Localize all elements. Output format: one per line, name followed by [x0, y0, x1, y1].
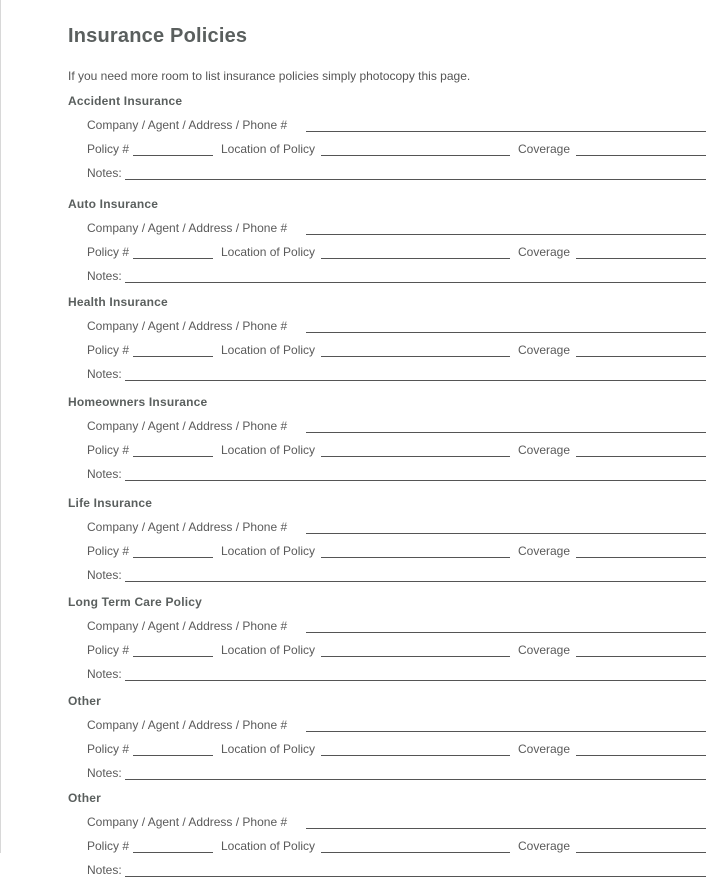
coverage-field[interactable]: [576, 155, 706, 156]
company-row: [87, 619, 706, 635]
coverage-label: Coverage: [518, 643, 571, 657]
policy-number-field[interactable]: [133, 155, 213, 156]
company-field[interactable]: [306, 332, 706, 333]
notes-row: [87, 667, 706, 683]
coverage-label: Coverage: [518, 343, 571, 357]
notes-label: Notes:: [87, 766, 122, 780]
notes-row: [87, 766, 706, 782]
company-label: Company / Agent / Address / Phone #: [87, 718, 288, 732]
policy-number-field[interactable]: [133, 557, 213, 558]
notes-label: Notes:: [87, 863, 122, 877]
intro-text: If you need more room to list insurance policies simply photocopy this page.: [68, 69, 471, 83]
section-title: Long Term Care Policy: [68, 595, 203, 609]
location-field[interactable]: [321, 155, 510, 156]
policy-label: Policy #: [87, 839, 130, 853]
company-label: Company / Agent / Address / Phone #: [87, 815, 288, 829]
company-field[interactable]: [306, 432, 706, 433]
coverage-field[interactable]: [576, 456, 706, 457]
company-label: Company / Agent / Address / Phone #: [87, 419, 288, 433]
notes-label: Notes:: [87, 269, 122, 283]
notes-label: Notes:: [87, 467, 122, 481]
location-label: Location of Policy: [221, 839, 316, 853]
company-field[interactable]: [306, 632, 706, 633]
notes-label: Notes:: [87, 166, 122, 180]
coverage-field[interactable]: [576, 557, 706, 558]
location-field[interactable]: [321, 755, 510, 756]
notes-label: Notes:: [87, 568, 122, 582]
section-title: Health Insurance: [68, 295, 168, 309]
notes-field[interactable]: [125, 680, 706, 681]
notes-row: [87, 467, 706, 483]
policy-number-field[interactable]: [133, 656, 213, 657]
policy-label: Policy #: [87, 443, 130, 457]
notes-field[interactable]: [125, 581, 706, 582]
location-label: Location of Policy: [221, 443, 316, 457]
section-title: Other: [68, 694, 102, 708]
policy-row: [87, 643, 706, 659]
company-field[interactable]: [306, 731, 706, 732]
coverage-field[interactable]: [576, 656, 706, 657]
company-label: Company / Agent / Address / Phone #: [87, 319, 288, 333]
coverage-label: Coverage: [518, 742, 571, 756]
company-row: [87, 221, 706, 237]
coverage-field[interactable]: [576, 755, 706, 756]
policy-number-field[interactable]: [133, 356, 213, 357]
location-field[interactable]: [321, 656, 510, 657]
policy-label: Policy #: [87, 643, 130, 657]
notes-field[interactable]: [125, 380, 706, 381]
notes-field[interactable]: [125, 282, 706, 283]
company-row: [87, 520, 706, 536]
coverage-label: Coverage: [518, 245, 571, 259]
policy-number-field[interactable]: [133, 258, 213, 259]
location-field[interactable]: [321, 557, 510, 558]
section-title: Life Insurance: [68, 496, 153, 510]
policy-row: [87, 443, 706, 459]
notes-row: [87, 367, 706, 383]
notes-label: Notes:: [87, 667, 122, 681]
policy-label: Policy #: [87, 544, 130, 558]
coverage-field[interactable]: [576, 356, 706, 357]
section-title: Other: [68, 791, 102, 805]
policy-label: Policy #: [87, 142, 130, 156]
location-label: Location of Policy: [221, 245, 316, 259]
company-row: [87, 718, 706, 734]
location-field[interactable]: [321, 258, 510, 259]
company-row: [87, 319, 706, 335]
notes-row: [87, 863, 706, 879]
company-row: [87, 118, 706, 134]
notes-row: [87, 269, 706, 285]
location-label: Location of Policy: [221, 142, 316, 156]
location-field[interactable]: [321, 356, 510, 357]
company-field[interactable]: [306, 131, 706, 132]
notes-field[interactable]: [125, 876, 706, 877]
section-title: Auto Insurance: [68, 197, 159, 211]
company-field[interactable]: [306, 828, 706, 829]
policy-row: [87, 343, 706, 359]
page-title: Insurance Policies: [68, 25, 248, 47]
company-row: [87, 419, 706, 435]
location-label: Location of Policy: [221, 643, 316, 657]
policy-row: [87, 742, 706, 758]
location-field[interactable]: [321, 456, 510, 457]
policy-label: Policy #: [87, 245, 130, 259]
company-label: Company / Agent / Address / Phone #: [87, 118, 288, 132]
policy-label: Policy #: [87, 343, 130, 357]
policy-label: Policy #: [87, 742, 130, 756]
notes-field[interactable]: [125, 779, 706, 780]
section-title: Homeowners Insurance: [68, 395, 208, 409]
location-label: Location of Policy: [221, 742, 316, 756]
policy-number-field[interactable]: [133, 456, 213, 457]
coverage-field[interactable]: [576, 258, 706, 259]
coverage-label: Coverage: [518, 544, 571, 558]
location-label: Location of Policy: [221, 343, 316, 357]
notes-field[interactable]: [125, 480, 706, 481]
company-row: [87, 815, 706, 831]
coverage-label: Coverage: [518, 839, 571, 853]
page-edge-rule: [0, 0, 1, 853]
policy-number-field[interactable]: [133, 755, 213, 756]
section-title: Accident Insurance: [68, 94, 183, 108]
policy-row: [87, 544, 706, 560]
policy-row: [87, 142, 706, 158]
company-label: Company / Agent / Address / Phone #: [87, 221, 288, 235]
company-field[interactable]: [306, 234, 706, 235]
coverage-label: Coverage: [518, 142, 571, 156]
location-label: Location of Policy: [221, 544, 316, 558]
company-label: Company / Agent / Address / Phone #: [87, 619, 288, 633]
company-label: Company / Agent / Address / Phone #: [87, 520, 288, 534]
coverage-label: Coverage: [518, 443, 571, 457]
policy-row: [87, 245, 706, 261]
notes-row: [87, 166, 706, 182]
notes-field[interactable]: [125, 179, 706, 180]
company-field[interactable]: [306, 533, 706, 534]
notes-row: [87, 568, 706, 584]
notes-label: Notes:: [87, 367, 122, 381]
